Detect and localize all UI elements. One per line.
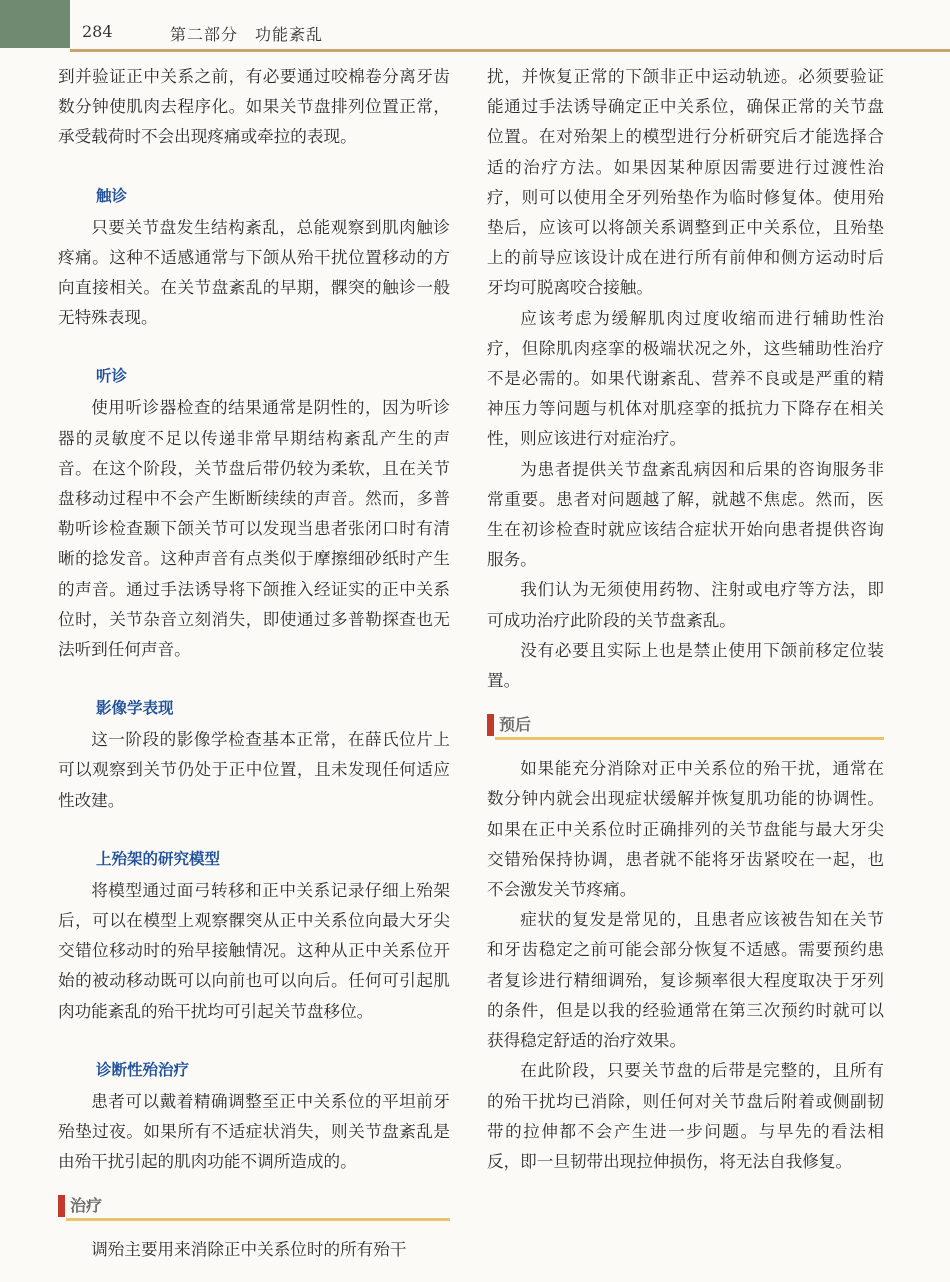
right-column [487,62,884,1177]
imaging-heading: 影像学表现 [96,699,174,718]
treatment-paragraph: 调殆主要用来消除正中关系位时的所有殆干 [91,1240,407,1260]
auscultation-heading: 听诊 [96,367,128,386]
prognosis-section-header [487,712,884,740]
palpation-paragraph: 只要关节盘发生结构紊乱，总能观察到肌肉触诊疼痛。这种不适感通常与下颌从殆干扰位置移动的方向直接相关。在关节盘紊乱的早期，髁突的触诊一般无特殊表现。 [58,217,450,328]
running-title: 第二部分 功能紊乱 [170,25,324,44]
treatment-continued-paragraph: 扰，并恢复正常的下颌非正中运动轨迹。必须要验证能通过手法诱导确定正中关系位，确保正常的关节盘位置。在对殆架上的模型进行分析研究后才能选择合适的治疗方法。如果因某种原因需要进行过渡性治疗，则可以使用全牙列殆垫作为临时修复体。使用殆垫后，应该可以将颌关系调整到正中关系位，且殆垫上的前导应该设计成在进行所有前伸和侧方运动时后牙均可脱离咬合接触。 [487,67,884,298]
header-rule [70,49,950,52]
intro-paragraph: 到并验证正中关系之前，有必要通过咬棉卷分离牙齿数分钟使肌肉去程序化。如果关节盘排列位置正常，承受载荷时不会出现疼痛或牵拉的表现。 [58,67,450,147]
prognosis-paragraph: 如果能充分消除对正中关系位的殆干扰，通常在数分钟内就会出现症状缓解并恢复肌功能的协调性。如果在正中关系位时正确排列的关节盘能与最大牙尖交错殆保持协调，患者就不能将牙齿紧咬在一起，也不会激发关节疼痛。 [487,759,884,900]
splint-paragraph: 患者可以戴着精确调整至正中关系位的平坦前牙殆垫过夜。如果所有不适症状消失，则关节盘紊乱是由殆干扰引起的肌肉功能不调所造成的。 [58,1091,450,1172]
articulator-paragraph: 将模型通过面弓转移和正中关系记录仔细上殆架后，可以在模型上观察髁突从正中关系位向最大牙尖交错位移动时的殆早接触情况。这种从正中关系位开始的被动移动既可以向前也可以向后。任何可引起肌肉功能紊乱的殆干扰均可引起关节盘移位。 [58,880,450,1021]
palpation-heading: 触诊 [96,186,128,205]
section-bar [58,1195,65,1217]
counseling-paragraph: 为患者提供关节盘紊乱病因和后果的咨询服务非常重要。患者对问题越了解，就越不焦虑。然而，医生在初诊检查时就应该结合症状开始向患者提供咨询服务。 [487,459,884,570]
imaging-paragraph: 这一阶段的影像学检查基本正常，在薛氏位片上可以观察到关节仍处于正中位置，且未发现任何适应性改建。 [58,730,450,810]
treatment-section-header [58,1193,450,1221]
recurrence-paragraph: 症状的复发是常见的，且患者应该被告知在关节和牙齿稳定之前可能会部分恢复不适感。需要预约患者复诊进行精细调殆，复诊频率很大程度取决于牙列的条件，但是以我的经验通常在第三次预约时就可以获得稳定舒适的治疗效果。 [487,910,884,1051]
left-column [58,62,450,1266]
no-medication-paragraph: 我们认为无须使用药物、注射或电疗等方法，即可成功治疗此阶段的关节盘紊乱。 [487,580,884,630]
articulator-heading: 上殆架的研究模型 [96,849,221,868]
ligament-paragraph: 在此阶段，只要关节盘的后带是完整的，且所有的殆干扰均已消除，则任何对关节盘后附着或侧副韧带的拉伸都不会产生进一步问题。与早先的看法相反，即一旦韧带出现拉伸损伤，将无法自我修复。 [487,1061,884,1171]
section-rule [495,737,884,740]
header-color-block [0,0,70,48]
section-bar [487,714,494,736]
auscultation-paragraph: 使用听诊器检查的结果通常是阴性的，因为听诊器的灵敏度不足以传递非常早期结构紊乱产生的声音。在这个阶段，关节盘后带仍较为柔软，且在关节盘移动过程中不会产生断断续续的声音。然而，多普勒听诊检查颞下颌关节可以发现当患者张闭口时有清晰的捻发音。这种声音有点类似于摩擦细砂纸时产生的声音。通过手法诱导将下颌推入经证实的正中关系位时，关节杂音立刻消失，即使通过多普勒探查也无法听到任何声音。 [58,398,450,660]
prognosis-heading: 预后 [499,715,532,735]
adjunct-therapy-paragraph: 应该考虑为缓解肌肉过度收缩而进行辅助性治疗，但除肌肉痉挛的极端状况之外，这些辅助性治疗不是必需的。如果代谢紊乱、营养不良或是严重的精神压力等问题与机体对肌痉挛的抵抗力下降存在相关性，则应该进行对症治疗。 [487,308,884,449]
page-number: 284 [82,22,113,41]
splint-heading: 诊断性殆治疗 [96,1060,190,1079]
no-repositioning-paragraph: 没有必要且实际上也是禁止使用下颌前移定位装置。 [487,640,884,691]
section-rule [66,1218,450,1221]
treatment-heading: 治疗 [70,1196,103,1216]
